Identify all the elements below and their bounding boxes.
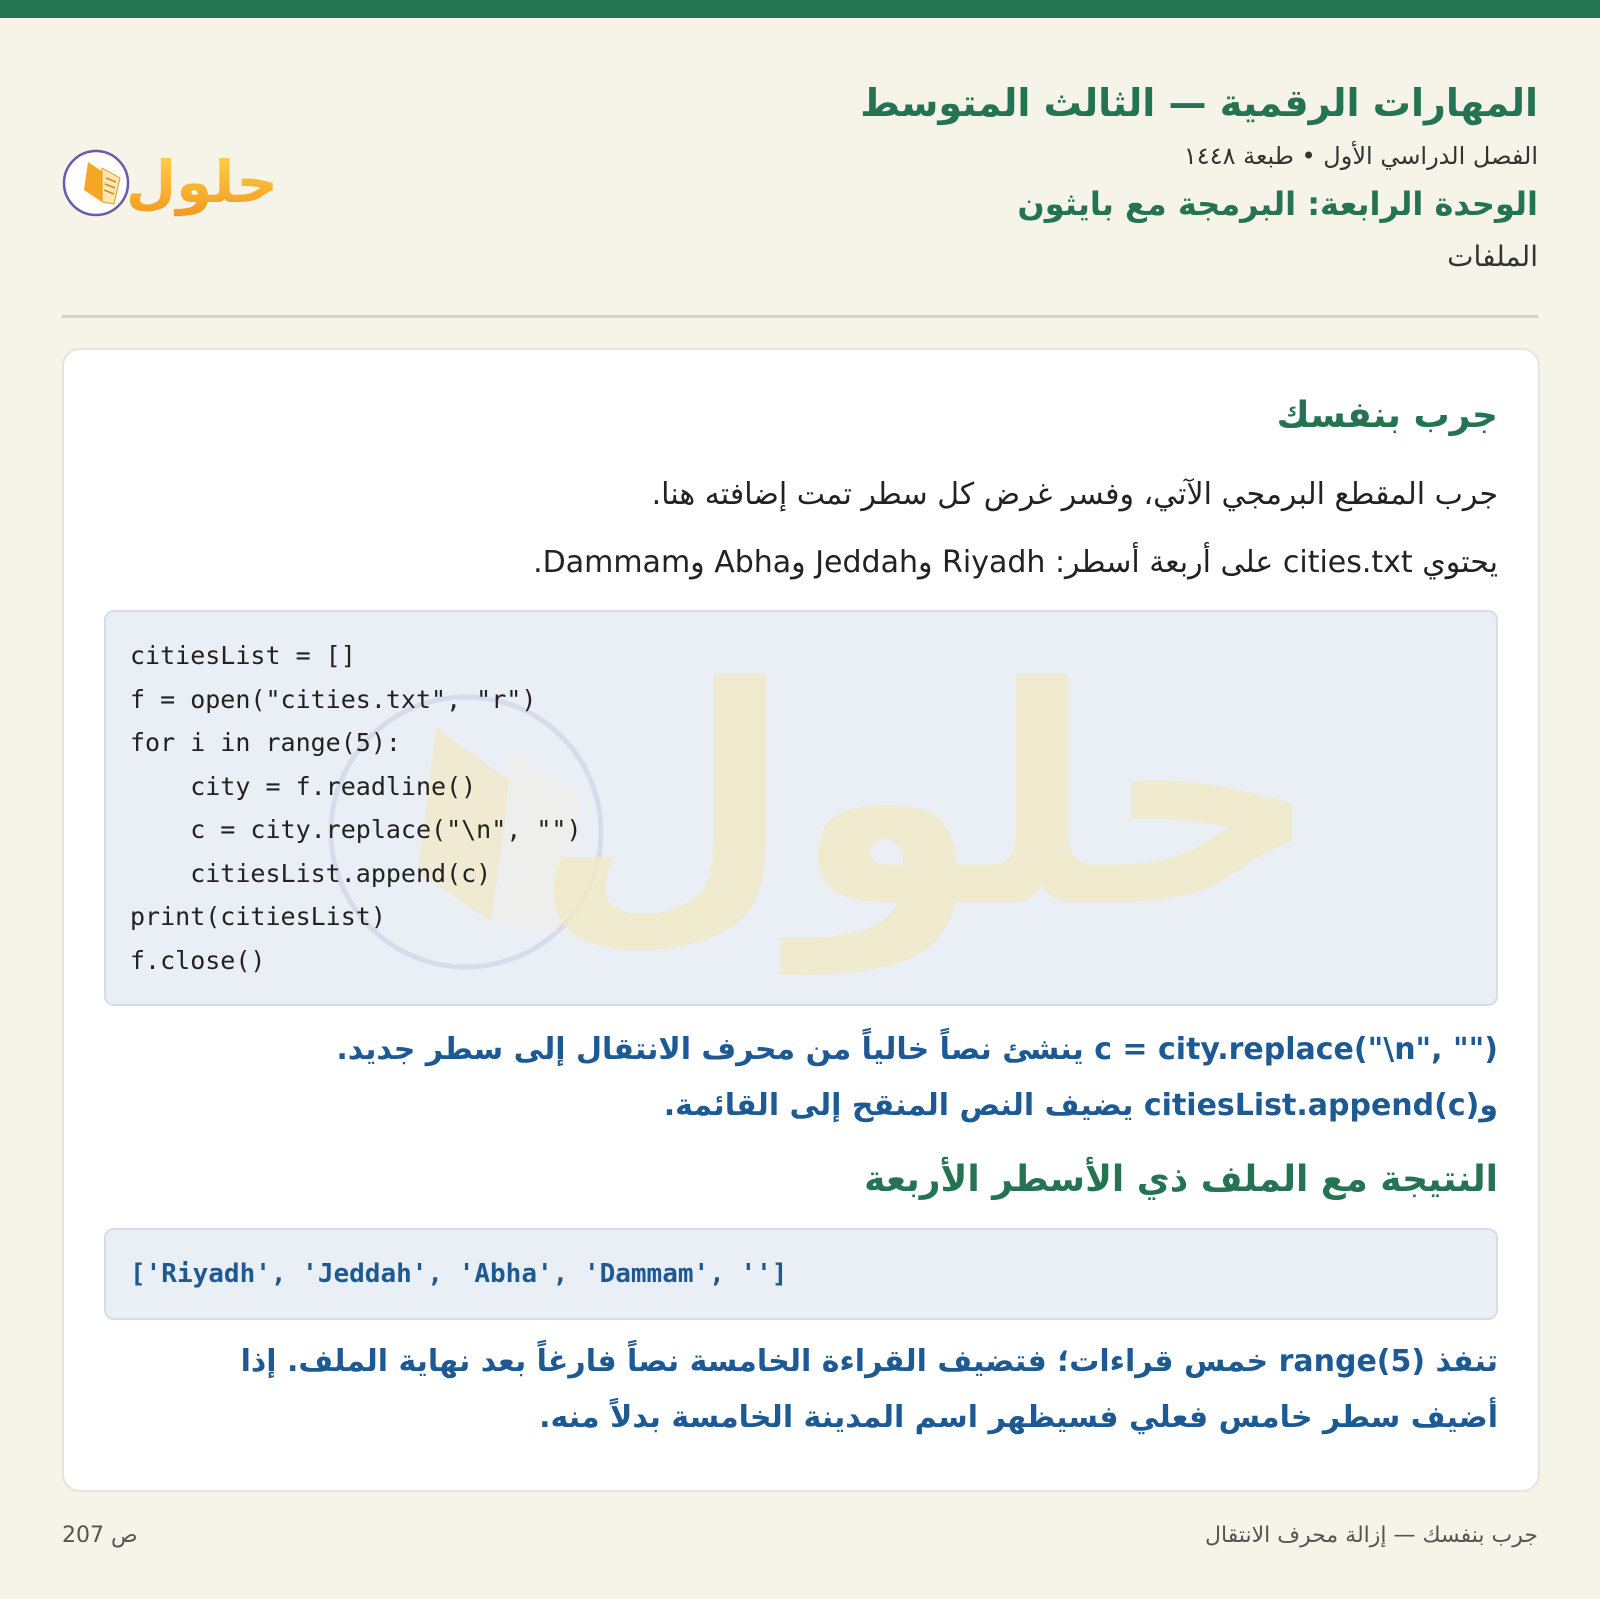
hulool-logo-graphic <box>62 132 282 222</box>
code-explanation <box>104 1022 1498 1134</box>
output-block <box>104 1228 1498 1320</box>
section-heading: جرب بنفسك <box>1276 395 1498 436</box>
watermark-wordmark: حلول <box>532 624 1320 973</box>
code-line: f.close() <box>130 945 266 975</box>
code-line: f = open("cities.txt", "r") <box>130 684 537 714</box>
term-edition: الفصل الدراسي الأول • طبعة ١٤٤٨ <box>1183 142 1538 170</box>
conclusion-text: تنفذ range(5) خمس قراءات؛ فتضيف القراءة الخامسة نصاً فارغاً بعد نهاية الملف. إذا أضيف سطر خامس فعلي فسيظهر اسم المدينة الخامسة بدلاً منه. <box>240 1344 1498 1435</box>
code-line: city = f.readline() <box>130 771 477 801</box>
code-line: citiesList = [] <box>130 641 356 670</box>
code-line: print(citiesList) <box>130 902 386 931</box>
exercise-card <box>62 348 1540 1492</box>
explanation-line: c = city.replace("\n", "") ينشئ نصاً خالياً من محرف الانتقال إلى سطر جديد. <box>336 1032 1498 1067</box>
header-divider <box>62 315 1538 318</box>
top-accent-bar <box>0 0 1600 18</box>
program-output: ['Riyadh', 'Jeddah', 'Abha', 'Dammam', ''] <box>130 1259 788 1289</box>
hulool-logo <box>62 132 282 222</box>
code-lines <box>130 634 582 982</box>
explanation-line: وcitiesList.append(c) يضيف النص المنقح إلى القائمة. <box>663 1088 1498 1123</box>
lesson-title: الملفات <box>1447 240 1538 273</box>
unit-title: الوحدة الرابعة: البرمجة مع بايثون <box>1017 185 1538 223</box>
logo-wordmark: حلول <box>125 148 279 216</box>
book-title: المهارات الرقمية — الثالث المتوسط <box>860 81 1538 125</box>
result-heading: النتيجة مع الملف ذي الأسطر الأربعة <box>864 1159 1498 1200</box>
code-line: for i in range(5): <box>130 728 401 757</box>
page-header <box>62 70 1538 290</box>
exercise-card-content <box>104 350 1498 1490</box>
header-text <box>860 70 1538 282</box>
code-line: c = city.replace("\n", "") <box>130 815 582 844</box>
code-line: citiesList.append(c) <box>130 858 492 888</box>
footer-section-label: جرب بنفسك — إزالة محرف الانتقال <box>1205 1523 1538 1548</box>
page-number: ص 207 <box>62 1523 138 1548</box>
file-description: يحتوي cities.txt على أربعة أسطر: Riyadh وJeddah وAbha وDammam. <box>533 545 1498 580</box>
code-block <box>104 610 1498 1006</box>
instruction-text: جرب المقطع البرمجي الآتي، وفسر غرض كل سطر تمت إضافته هنا. <box>651 477 1498 512</box>
